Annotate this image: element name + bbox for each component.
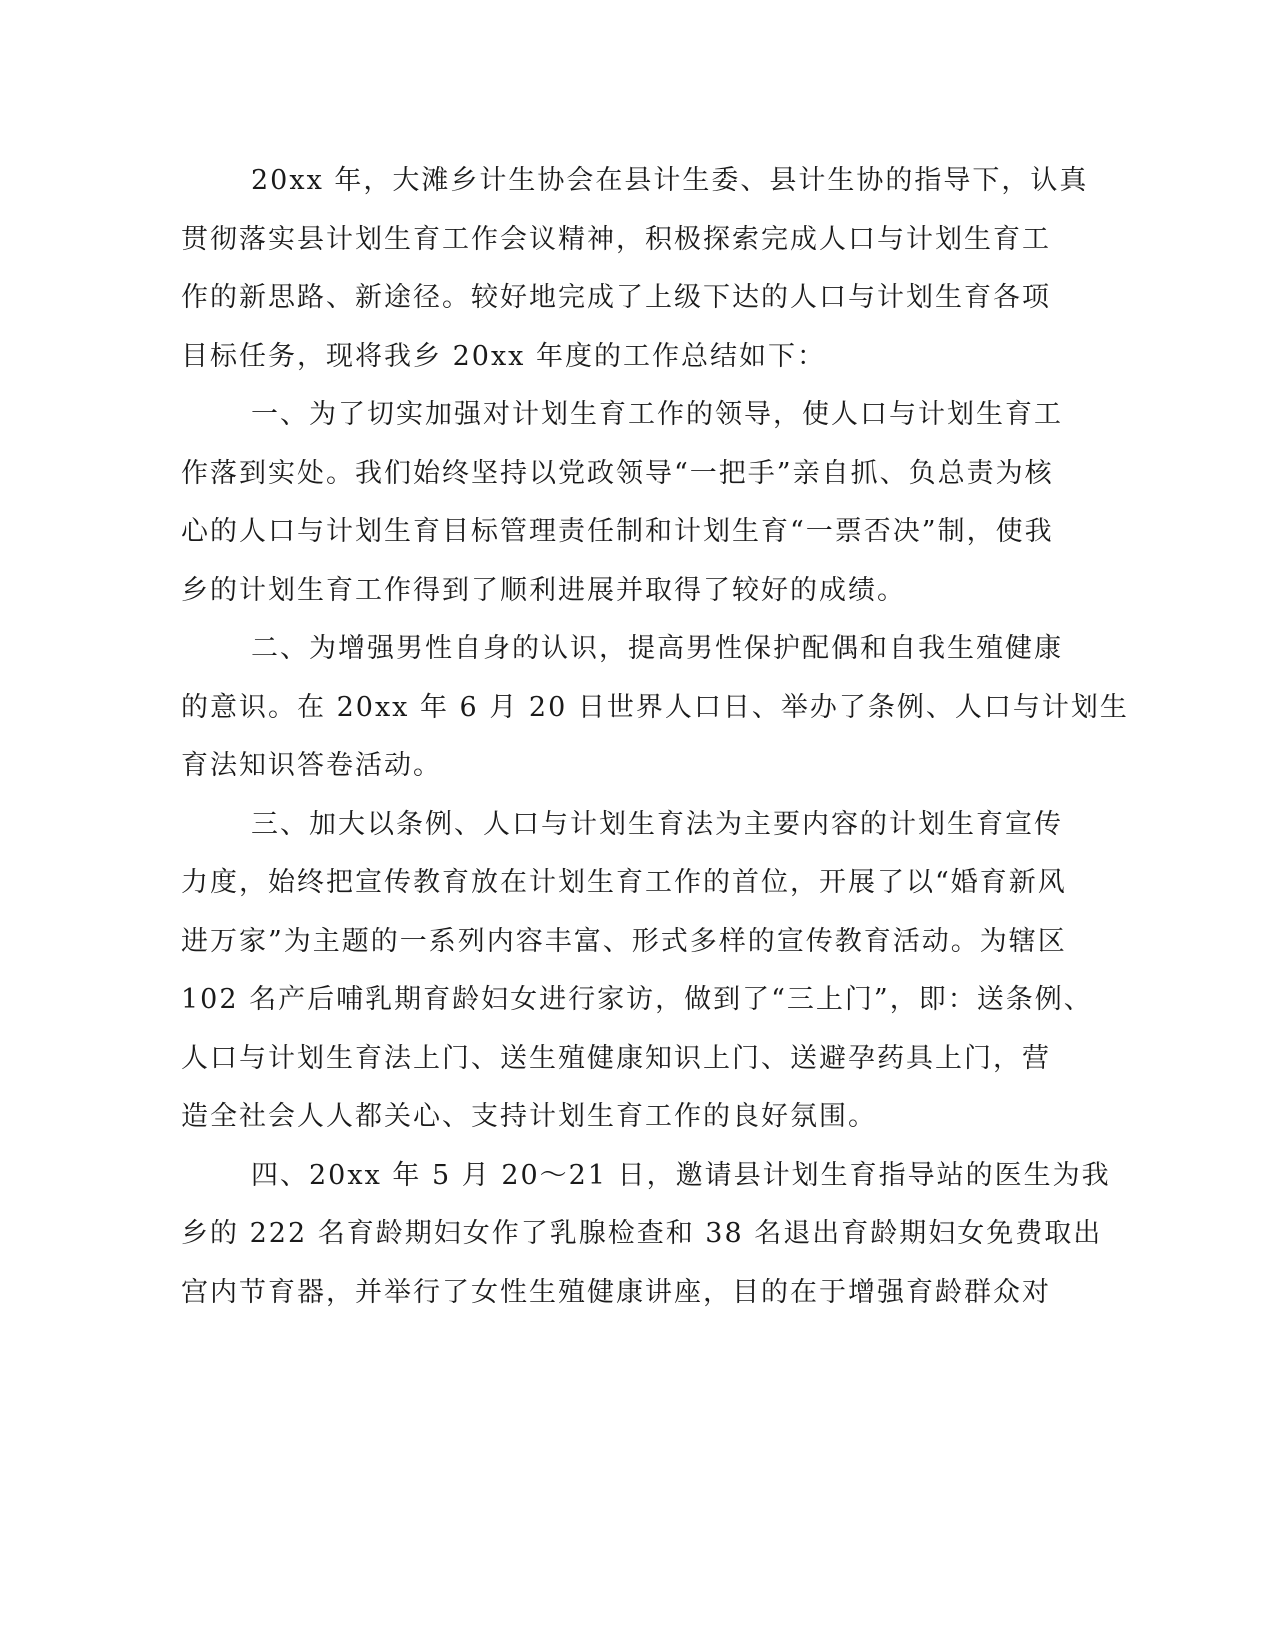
text-line: 102 名产后哺乳期育龄妇女进行家访，做到了“三上门”，即：送条例、: [181, 984, 1093, 1015]
text-line: 的意识。在 20xx 年 6 月 20 日世界人口日、举办了条例、人口与计划生: [181, 691, 1129, 723]
text-line: 二、为增强男性自身的认识，提高男性保护配偶和自我生殖健康: [251, 633, 1063, 664]
paragraph-item-2: [181, 620, 1129, 796]
text-line: 一、为了切实加强对计划生育工作的领导，使人口与计划生育工: [251, 399, 1063, 430]
text-line: 心的人口与计划生育目标管理责任制和计划生育“一票否决”制，使我: [181, 516, 1054, 547]
text-line: 乡的计划生育工作得到了顺利进展并取得了较好的成绩。: [181, 574, 906, 606]
text-line: 目标任务，现将我乡 20xx 年度的工作总结如下：: [181, 340, 826, 372]
document-body: [181, 152, 1129, 1322]
text-line: 宫内节育器，并举行了女性生殖健康讲座，目的在于增强育龄群众对: [181, 1276, 1051, 1308]
text-line: 乡的 222 名育龄期妇女作了乳腺检查和 38 名退出育龄期妇女免费取出: [181, 1218, 1103, 1249]
text-line: 力度，始终把宣传教育放在计划生育工作的首位，开展了以“婚育新风: [181, 867, 1067, 898]
text-line: 造全社会人人都关心、支持计划生育工作的良好氛围。: [181, 1101, 877, 1132]
text-line: 作的新思路、新途径。较好地完成了上级下达的人口与计划生育各项: [181, 282, 1051, 313]
text-line: 人口与计划生育法上门、送生殖健康知识上门、送避孕药具上门，营: [181, 1042, 1051, 1074]
text-line: 贯彻落实县计划生育工作会议精神，积极探索完成人口与计划生育工: [181, 223, 1051, 255]
paragraph-intro: [181, 152, 1089, 386]
paragraph-item-1: [181, 386, 1063, 620]
paragraph-item-4: [181, 1147, 1111, 1323]
text-line: 20xx 年，大滩乡计生协会在县计生委、县计生协的指导下，认真: [251, 165, 1089, 196]
text-line: 三、加大以条例、人口与计划生育法为主要内容的计划生育宣传: [251, 808, 1063, 840]
text-line: 育法知识答卷活动。: [181, 750, 442, 781]
text-line: 进万家”为主题的一系列内容丰富、形式多样的宣传教育活动。为辖区: [181, 925, 1067, 957]
text-line: 作落到实处。我们始终坚持以党政领导“一把手”亲自抓、负总责为核: [181, 457, 1054, 489]
paragraph-item-3: [181, 796, 1093, 1147]
text-line: 四、20xx 年 5 月 20～21 日，邀请县计划生育指导站的医生为我: [251, 1159, 1111, 1191]
